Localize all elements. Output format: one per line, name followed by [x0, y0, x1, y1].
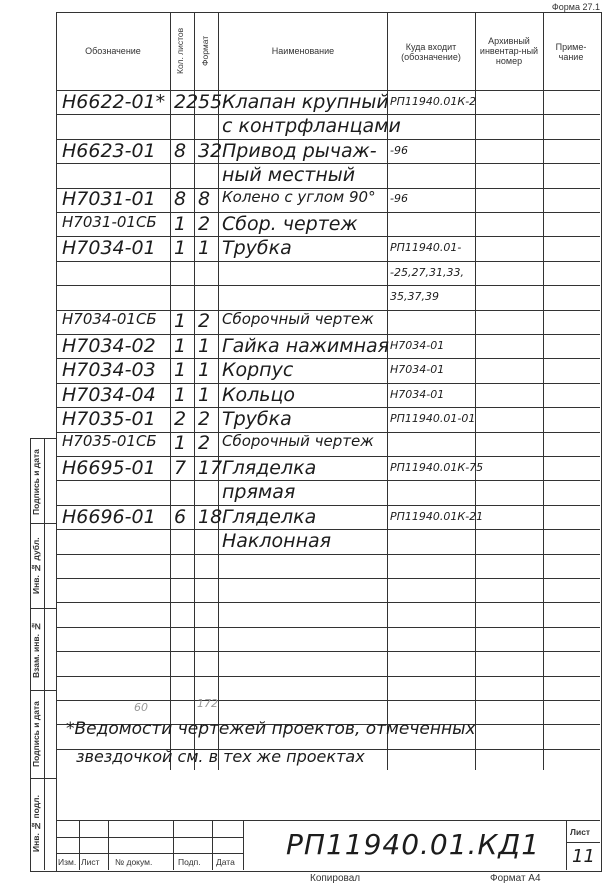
cell-format: 18: [198, 505, 223, 528]
col-header-archive: Архивный инвентар-ный номер: [479, 36, 539, 66]
cell-used-in: РП11940.01К-75: [390, 460, 484, 474]
cell-designation: Н6695-01: [62, 456, 156, 479]
col-header-designation: Обозначение: [85, 46, 141, 56]
cell-format: 2: [198, 212, 211, 235]
cell-qty: 8: [174, 188, 187, 211]
cell-format: 1: [198, 359, 211, 382]
row-divider: [56, 627, 600, 628]
row-divider: [56, 480, 600, 481]
footer-copied: Копировал: [310, 873, 361, 884]
cell-designation: Н7031-01СБ: [62, 212, 157, 231]
cell-used-in: 35,37,39: [390, 289, 439, 303]
cell-format: 8: [198, 188, 211, 211]
cell-used-in: -96: [390, 192, 408, 206]
cell-format: 1: [198, 383, 211, 406]
cell-name: Гайка нажимная: [222, 334, 390, 357]
cell-qty: 1: [174, 334, 187, 357]
cell-name: Гляделка: [222, 505, 317, 528]
row-divider: [56, 676, 600, 677]
cell-used-in: -25,27,31,33,: [390, 265, 464, 279]
row-divider: [56, 261, 600, 262]
form-label: Форма 27.1: [551, 2, 600, 12]
cell-qty: 22: [174, 90, 199, 113]
footer-format: Формат А4: [490, 873, 541, 884]
cell-name: Привод рычаж-: [222, 139, 377, 162]
cell-designation: Н6696-01: [62, 505, 156, 528]
row-divider: [56, 554, 600, 555]
cell-name: с контрфланцами: [222, 115, 401, 138]
cell-name: Корпус: [222, 359, 294, 382]
cell-designation: Н7034-01: [62, 237, 156, 260]
col-header-format: Формат: [200, 35, 210, 67]
cell-qty: 2: [174, 407, 187, 430]
sheet-label: Лист: [570, 827, 591, 837]
cell-used-in: -96: [390, 143, 408, 157]
cell-used-in: РП11940.01К-21: [390, 509, 484, 523]
cell-name: Гляделка: [222, 456, 317, 479]
cell-name: Сборочный чертеж: [222, 310, 374, 329]
col-header-used-in: Куда входит (обозначение): [401, 42, 461, 62]
cell-designation: Н7035-01: [62, 407, 156, 430]
tb-data: Дата: [216, 857, 235, 867]
cell-qty: 1: [174, 383, 187, 406]
total-sheets: 60: [134, 701, 148, 714]
cell-designation: Н6622-01*: [62, 90, 166, 113]
cell-designation: Н7034-01СБ: [62, 310, 157, 329]
tb-doc-no: № докум.: [115, 857, 153, 867]
side-label-vzam-inv: Взам. инв. №: [31, 621, 41, 679]
cell-qty: 1: [174, 212, 187, 235]
cell-name: Наклонная: [222, 529, 332, 552]
cell-format: 17: [198, 456, 223, 479]
tb-list: Лист: [81, 857, 100, 867]
footnote-line-2: звездочкой см. в тех же проектах: [76, 747, 365, 766]
sheet-number: 11: [572, 846, 595, 867]
col-header-qty: Кол. листов: [175, 27, 185, 75]
cell-qty: 6: [174, 505, 187, 528]
cell-qty: 1: [174, 237, 187, 260]
cell-used-in: Н7034-01: [390, 387, 445, 401]
row-divider: [56, 651, 600, 652]
cell-designation: Н7034-02: [62, 334, 156, 357]
cell-name: ный местный: [222, 163, 356, 186]
cell-used-in: РП11940.01-: [390, 241, 462, 255]
cell-designation: Н7034-03: [62, 359, 156, 382]
cell-used-in: РП11940.01К-2: [390, 94, 477, 108]
tb-izm: Изм.: [58, 857, 77, 867]
cell-name: Клапан крупный: [222, 90, 389, 113]
doc-code: РП11940.01.КД1: [286, 828, 541, 861]
cell-format: 2: [198, 310, 211, 333]
cell-qty: 1: [174, 432, 187, 455]
row-divider: [56, 602, 600, 603]
side-label-inv-dubl: Инв. № дубл.: [31, 537, 41, 595]
cell-name: Колено с углом 90°: [222, 188, 376, 207]
footnote-line-1: *Ведомости чертежей проектов, отмеченных: [66, 719, 476, 739]
cell-format: 2: [198, 432, 211, 455]
cell-qty: 1: [174, 359, 187, 382]
cell-qty: 7: [174, 456, 187, 479]
side-label-sign-date-2: Подпись и дата: [31, 701, 41, 767]
cell-name: Трубка: [222, 407, 292, 430]
col-header-name: Наименование: [271, 46, 335, 56]
cell-designation: Н7031-01: [62, 188, 156, 211]
cell-qty: 8: [174, 139, 187, 162]
tb-podp: Подп.: [178, 857, 201, 867]
cell-designation: Н7034-04: [62, 383, 156, 406]
cell-name: Кольцо: [222, 383, 296, 406]
cell-name: Сборочный чертеж: [222, 432, 374, 451]
col-header-note: Приме-чание: [555, 42, 587, 62]
cell-qty: 1: [174, 310, 187, 333]
cell-used-in: Н7034-01: [390, 363, 445, 377]
row-divider: [56, 578, 600, 579]
side-label-sign-date-1: Подпись и дата: [31, 449, 41, 515]
cell-name: Сбор. чертеж: [222, 212, 358, 235]
side-label-inv-podl: Инв. № подл.: [31, 795, 41, 853]
cell-designation: Н7035-01СБ: [62, 432, 157, 451]
row-divider: [56, 285, 600, 286]
cell-format: 32: [198, 139, 223, 162]
cell-name: Трубка: [222, 237, 292, 260]
cell-format: 1: [198, 334, 211, 357]
cell-format: 2: [198, 407, 211, 430]
cell-name: прямая: [222, 481, 296, 504]
cell-format: 1: [198, 237, 211, 260]
cell-used-in: РП11940.01-01: [390, 411, 476, 425]
cell-format: 55: [198, 90, 223, 113]
cell-designation: Н6623-01: [62, 139, 156, 162]
cell-used-in: Н7034-01: [390, 338, 445, 352]
total-formats: 172: [197, 697, 218, 710]
